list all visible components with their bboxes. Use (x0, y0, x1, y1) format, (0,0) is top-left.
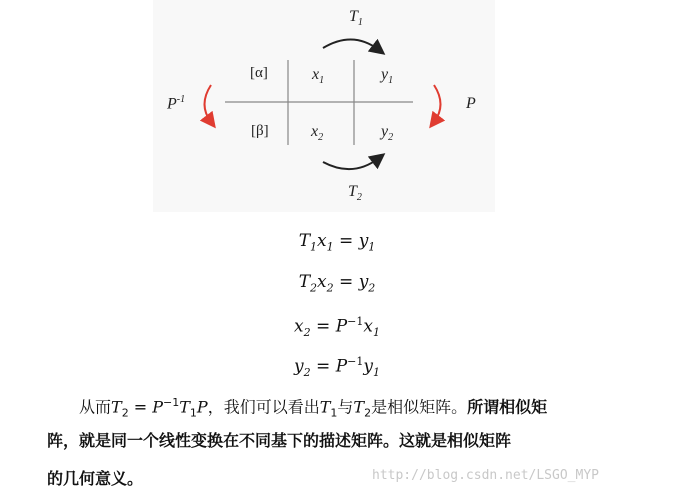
x2-label: $x_2$ (311, 123, 324, 144)
explanation-line-3: 的几何意义。 (47, 469, 144, 488)
p-inverse-arrow (205, 85, 212, 122)
equation-y2: $y_2 = P^{-1}y_1$ (294, 355, 380, 380)
explanation-line-1: 从而$T_2 = P^{-1}T_1P$，我们可以看出$T_1$与$T_2$是相似矩阵。所谓相似矩 (79, 396, 548, 420)
y2-label: $y_2$ (381, 123, 394, 144)
x1-label: $x_1$ (312, 66, 325, 87)
t2-arrow (323, 158, 379, 169)
alpha-basis-label: [α] (250, 65, 268, 81)
t2-label: $T_2$ (348, 183, 362, 204)
watermark: http://blog.csdn.net/LSGO_MYP (372, 468, 599, 483)
p-label: P (466, 95, 476, 112)
equation-x2: $x_2 = P^{-1}x_1$ (294, 315, 380, 340)
t1-arrow (323, 39, 379, 50)
explanation-line-2: 阵，就是同一个线性变换在不同基下的描述矩阵。这就是相似矩阵 (47, 431, 512, 450)
p-arrow (434, 85, 441, 122)
y1-label: $y_1$ (381, 66, 394, 87)
similarity-diagram (153, 0, 495, 212)
equation-t1x1: $T_1x_1 = y_1$ (298, 231, 376, 254)
diagram-graphics (153, 0, 495, 212)
beta-basis-label: [β] (251, 123, 269, 139)
p-inverse-label: $P^{-1}$ (167, 94, 186, 113)
equation-t2x2: $T_2x_2 = y_2$ (298, 272, 376, 295)
t1-label: $T_1$ (349, 8, 363, 29)
